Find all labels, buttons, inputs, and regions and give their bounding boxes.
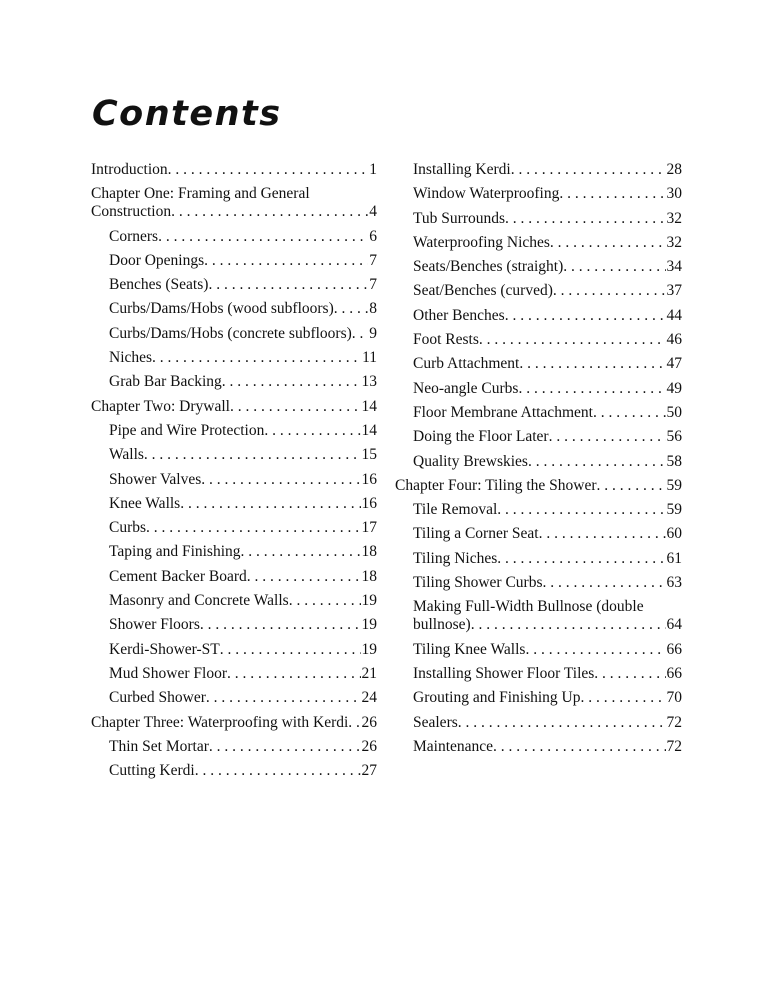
toc-leader-dots: [348, 714, 360, 732]
toc-entry-title: Shower Floors: [109, 616, 200, 634]
toc-entry-title: Introduction: [91, 161, 168, 178]
toc-leader-dots: [241, 543, 361, 561]
toc-page-number: 19: [361, 616, 377, 634]
toc-leader-dots: [550, 234, 666, 252]
toc-entry-title: Doing the Floor Later: [413, 428, 549, 446]
toc-leader-dots: [497, 501, 665, 519]
toc-page-number: 59: [666, 501, 682, 519]
toc-leader-dots: [497, 550, 665, 568]
toc-entry: [395, 234, 682, 252]
toc-entry-title: Seat/Benches (curved): [413, 282, 553, 300]
toc-entry: [395, 185, 682, 203]
toc-page-number: 32: [666, 209, 682, 227]
toc-page-number: 30: [666, 185, 682, 203]
toc-leader-dots: [289, 592, 361, 610]
toc-entry: [91, 543, 377, 561]
toc-entry: [395, 598, 682, 634]
toc-leader-dots: [553, 282, 666, 300]
toc-leader-dots: [505, 307, 666, 325]
toc-page-number: 16: [361, 470, 377, 488]
toc-entry: [395, 210, 682, 228]
toc-entry: [395, 525, 682, 543]
toc-page-number: 21: [361, 664, 377, 682]
toc-page-number: 27: [361, 762, 377, 780]
toc-entry-title-line: [91, 203, 377, 221]
toc-leader-dots: [559, 185, 665, 203]
toc-page-number: 60: [666, 525, 682, 543]
toc-entry-title: Curbed Shower: [109, 689, 206, 707]
toc-entry-title: Grouting and Finishing Up: [413, 689, 581, 707]
toc-entry: [91, 325, 377, 343]
toc-page-number: 47: [666, 355, 682, 373]
toc-entry-title: Grab Bar Backing: [109, 373, 222, 391]
toc-entry-title: Corners: [109, 227, 159, 245]
toc-entry: [91, 495, 377, 513]
toc-page-number: 15: [361, 446, 377, 464]
toc-leader-dots: [519, 355, 665, 373]
toc-entry: [91, 398, 377, 416]
toc-leader-dots: [525, 641, 665, 659]
toc-entry: [91, 519, 377, 537]
toc-entry: [395, 550, 682, 568]
toc-leader-dots: [542, 574, 665, 592]
toc-page-number: 72: [666, 713, 682, 731]
toc-entry-title: Tile Removal: [413, 501, 498, 519]
toc-leader-dots: [471, 616, 666, 634]
toc-entry: [91, 446, 377, 464]
toc-entry: [91, 185, 377, 221]
toc-entry: [395, 355, 682, 373]
toc-leader-dots: [511, 161, 666, 179]
toc-entry: [395, 689, 682, 707]
toc-page-number: 18: [361, 567, 377, 585]
toc-leader-dots: [158, 228, 368, 246]
toc-entry: [91, 689, 377, 707]
toc-entry-title: Window Waterproofing: [413, 185, 560, 203]
toc-entry: [395, 428, 682, 446]
toc-page-number: 66: [666, 664, 682, 682]
toc-page-number: 58: [666, 452, 682, 470]
toc-entry: [91, 762, 377, 780]
toc-entry: [395, 307, 682, 325]
toc-entry-title: Cement Backer Board: [109, 567, 247, 585]
toc-page-number: 8: [369, 300, 377, 318]
toc-entry: [395, 331, 682, 349]
toc-leader-dots: [581, 689, 666, 707]
toc-leader-dots: [505, 210, 665, 228]
toc-page-number: 32: [666, 233, 682, 251]
toc-page-number: 56: [666, 428, 682, 446]
toc-page-number: 4: [369, 203, 377, 221]
toc-leader-dots: [563, 258, 665, 276]
toc-page-number: 37: [666, 282, 682, 300]
toc-leader-dots: [206, 689, 361, 707]
toc-entry: [395, 282, 682, 300]
toc-leader-dots: [209, 738, 361, 756]
toc-leader-dots: [539, 525, 666, 543]
toc-leader-dots: [222, 373, 361, 391]
toc-entry-title: Tiling Knee Walls: [413, 640, 526, 658]
toc-leader-dots: [549, 428, 666, 446]
toc-page-number: 17: [361, 519, 377, 537]
toc-entry-title: Floor Membrane Attachment: [413, 403, 593, 421]
toc-page-number: 1: [369, 161, 377, 178]
toc-entry-title: Chapter Three: Waterproofing with Kerdi: [91, 713, 349, 731]
toc-entry-title-line: Chapter One: Framing and General: [91, 185, 310, 203]
toc-entry: [91, 276, 377, 294]
toc-entry-title: Door Openings: [109, 251, 205, 269]
toc-leader-dots: [208, 276, 368, 294]
toc-entry-title: Tiling Shower Curbs: [413, 574, 543, 592]
toc-page-number: 19: [361, 640, 377, 658]
toc-entry-title: Installing Kerdi: [413, 161, 511, 178]
toc-right-column: [395, 161, 682, 762]
toc-leader-dots: [180, 495, 360, 513]
toc-page-number: 49: [666, 379, 682, 397]
toc-entry: [91, 714, 377, 732]
toc-entry-title: Thin Set Mortar: [109, 737, 209, 755]
toc-page-number: 64: [666, 616, 682, 634]
toc-entry-title: Curbs/Dams/Hobs (concrete subfloors): [109, 324, 352, 342]
toc-entry-title: Foot Rests: [413, 331, 479, 349]
toc-entry: [91, 161, 377, 179]
toc-leader-dots: [458, 714, 666, 732]
toc-page-number: 61: [666, 549, 682, 567]
toc-entry: [395, 404, 682, 422]
toc-entry: [91, 300, 377, 318]
toc-entry-title: bullnose): [413, 616, 471, 634]
toc-leader-dots: [597, 477, 666, 495]
toc-entry-title: Walls: [109, 446, 144, 464]
toc-entry-title: Mud Shower Floor: [109, 664, 227, 682]
toc-entry: [91, 641, 377, 659]
toc-page-number: 28: [666, 161, 682, 178]
toc-entry-title: Neo-angle Curbs: [413, 379, 519, 397]
toc-entry: [395, 453, 682, 471]
toc-leader-dots: [168, 161, 369, 179]
toc-entry-title: Pipe and Wire Protection: [109, 421, 265, 439]
toc-entry: [91, 568, 377, 586]
toc-leader-dots: [352, 325, 368, 343]
toc-entry-title: Cutting Kerdi: [109, 762, 195, 780]
toc-entry: [91, 252, 377, 270]
toc-entry-title: Chapter Four: Tiling the Shower: [395, 476, 597, 494]
toc-leader-dots: [334, 300, 369, 318]
toc-leader-dots: [220, 641, 361, 659]
toc-page-number: 14: [361, 397, 377, 415]
toc-entry: [395, 380, 682, 398]
toc-leader-dots: [518, 380, 665, 398]
toc-page-number: 18: [361, 543, 377, 561]
toc-entry: [91, 228, 377, 246]
toc-leader-dots: [230, 398, 361, 416]
toc-page-number: 63: [666, 574, 682, 592]
toc-page-number: 72: [666, 737, 682, 755]
toc-entry-title: Niches: [109, 349, 153, 367]
toc-leader-dots: [247, 568, 361, 586]
toc-page-number: 9: [369, 324, 377, 342]
toc-page-number: 34: [666, 258, 682, 276]
toc-leader-dots: [264, 422, 360, 440]
toc-entry: [91, 592, 377, 610]
toc-entry: [91, 738, 377, 756]
page-title: Contents: [92, 94, 282, 134]
toc-entry: [91, 349, 377, 367]
toc-entry: [91, 616, 377, 634]
toc-entry: [91, 422, 377, 440]
toc-entry-title-line: Making Full-Width Bullnose (double: [413, 598, 644, 616]
toc-page-number: 70: [666, 689, 682, 707]
toc-page-number: 11: [362, 349, 377, 367]
toc-entry-title-line: [413, 616, 682, 634]
toc-leader-dots: [479, 331, 666, 349]
toc-leader-dots: [201, 471, 360, 489]
toc-page-number: 50: [666, 403, 682, 421]
toc-entry: [395, 501, 682, 519]
toc-leader-dots: [146, 519, 360, 537]
toc-entry-title: Installing Shower Floor Tiles: [413, 664, 595, 682]
toc-entry: [395, 714, 682, 732]
toc-page-number: 16: [361, 494, 377, 512]
toc-entry: [395, 477, 682, 495]
toc-leader-dots: [144, 446, 361, 464]
toc-page-number: 44: [666, 306, 682, 324]
toc-entry-title: Curbs/Dams/Hobs (wood subfloors): [109, 300, 334, 318]
toc-entry-title: Quality Brewskies: [413, 452, 528, 470]
toc-entry-title: Curb Attachment: [413, 355, 520, 373]
toc-leader-dots: [195, 762, 361, 780]
toc-entry-title: Tub Surrounds: [413, 209, 506, 227]
toc-entry-title: Curbs: [109, 519, 147, 537]
toc-page-number: 24: [361, 689, 377, 707]
toc-leader-dots: [227, 665, 361, 683]
toc-entry-title: Masonry and Concrete Walls: [109, 592, 289, 610]
toc-entry: [395, 665, 682, 683]
toc-entry-title: Benches (Seats): [109, 276, 209, 294]
toc-page-number: 26: [361, 737, 377, 755]
toc-leader-dots: [204, 252, 368, 270]
toc-left-column: [91, 161, 377, 786]
toc-entry: [395, 161, 682, 179]
toc-leader-dots: [594, 665, 665, 683]
toc-page-number: 14: [361, 421, 377, 439]
toc-page-number: 46: [666, 331, 682, 349]
toc-entry-title: Tiling a Corner Seat: [413, 525, 539, 543]
toc-entry-title: Other Benches: [413, 306, 505, 324]
toc-page-number: 13: [361, 373, 377, 391]
toc-page-number: 7: [369, 276, 377, 294]
toc-entry-title: Waterproofing Niches: [413, 233, 550, 251]
toc-leader-dots: [152, 349, 361, 367]
toc-entry-title: Construction: [91, 203, 172, 221]
toc-page-number: 66: [666, 640, 682, 658]
toc-entry: [91, 471, 377, 489]
toc-entry: [395, 574, 682, 592]
toc-leader-dots: [200, 616, 361, 634]
toc-entry-title: Seats/Benches (straight): [413, 258, 564, 276]
toc-entry: [91, 373, 377, 391]
toc-page-number: 6: [369, 227, 377, 245]
toc-entry: [395, 641, 682, 659]
toc-entry-title: Kerdi-Shower-ST: [109, 640, 220, 658]
toc-entry-title: Tiling Niches: [413, 549, 498, 567]
toc-entry-title: Shower Valves: [109, 470, 202, 488]
toc-leader-dots: [528, 453, 666, 471]
toc-entry-title: Taping and Finishing: [109, 543, 241, 561]
toc-entry-title: Knee Walls: [109, 494, 181, 512]
toc-leader-dots: [171, 203, 368, 221]
toc-entry-title: Sealers: [413, 713, 458, 731]
toc-entry: [395, 258, 682, 276]
toc-entry-title: Chapter Two: Drywall: [91, 397, 230, 415]
toc-page-number: 59: [666, 476, 682, 494]
toc-entry: [91, 665, 377, 683]
toc-entry: [395, 738, 682, 756]
toc-page-number: 7: [369, 251, 377, 269]
toc-page-number: 26: [361, 713, 377, 731]
toc-page-number: 19: [361, 592, 377, 610]
toc-leader-dots: [593, 404, 666, 422]
toc-leader-dots: [493, 738, 665, 756]
toc-entry-title: Maintenance: [413, 737, 494, 755]
